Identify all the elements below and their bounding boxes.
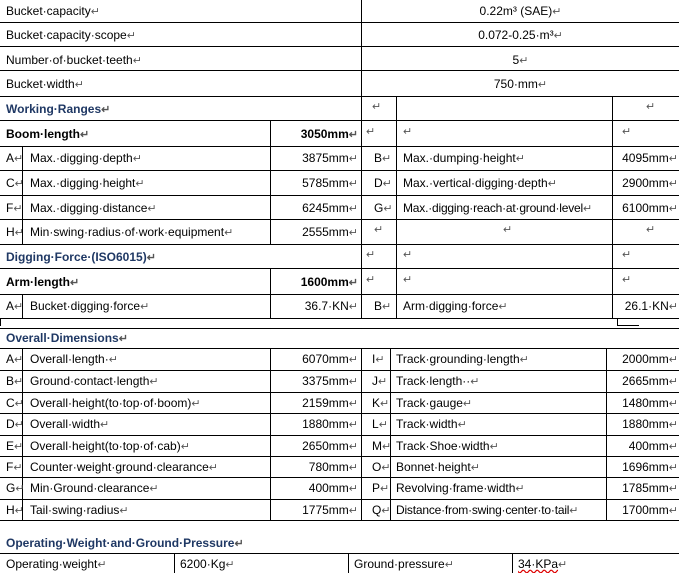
dim-value: 6070mm↵ bbox=[302, 352, 358, 366]
empty-cell-mark: ↵ bbox=[622, 126, 632, 138]
range-code-h: H↵ bbox=[6, 225, 24, 239]
dim-code: C↵ bbox=[6, 396, 24, 410]
dim-code: B↵ bbox=[6, 374, 24, 388]
force-code-b: B↵ bbox=[374, 299, 392, 313]
dim-code: L↵ bbox=[372, 417, 388, 431]
dim-code: M↵ bbox=[372, 439, 392, 453]
empty-cell-mark: ↵ bbox=[372, 101, 382, 113]
overall-dimensions-title: Overall·Dimensions↵ bbox=[6, 331, 128, 345]
empty-cell-mark: ↵ bbox=[374, 224, 384, 236]
dim-value: 1480mm↵ bbox=[622, 396, 678, 410]
dim-code: K↵ bbox=[372, 396, 390, 410]
range-code-g: G↵ bbox=[374, 201, 393, 215]
dim-value: 3375mm↵ bbox=[302, 374, 358, 388]
dim-code: D↵ bbox=[6, 417, 24, 431]
dim-code: O↵ bbox=[372, 460, 391, 474]
range-code-b: B↵ bbox=[374, 151, 392, 165]
dim-label: Overall·height(to·top·of·cab)↵ bbox=[30, 439, 190, 453]
range-value-c: 5785mm↵ bbox=[302, 176, 358, 190]
range-label-g: Max.·digging·reach·at·ground·level↵ bbox=[403, 201, 592, 215]
range-value-b: 4095mm↵ bbox=[622, 151, 678, 165]
dim-label: Revolving·frame·width↵ bbox=[396, 481, 525, 495]
table-break-mark bbox=[617, 318, 618, 326]
dim-code: A↵ bbox=[6, 352, 24, 366]
ground-pressure-label: Ground·pressure↵ bbox=[354, 557, 454, 571]
table-break-mark bbox=[0, 318, 1, 326]
empty-cell-mark: ↵ bbox=[622, 274, 632, 286]
dim-value: 1696mm↵ bbox=[622, 460, 678, 474]
dim-label: Min·Ground·clearance↵ bbox=[30, 481, 159, 495]
table-break-mark bbox=[617, 325, 639, 326]
dim-value: 400mm↵ bbox=[308, 481, 358, 495]
empty-cell-mark: ↵ bbox=[503, 224, 513, 236]
range-code-c: C↵ bbox=[6, 176, 24, 190]
operating-title: Operating·Weight·and·Ground·Pressure↵ bbox=[6, 536, 244, 550]
dim-label: Ground·contact·length↵ bbox=[30, 374, 159, 388]
bucket-teeth-value: 5↵ bbox=[512, 53, 529, 67]
empty-cell-mark: ↵ bbox=[366, 126, 376, 138]
bucket-capacity-label: Bucket·capacity↵ bbox=[6, 4, 100, 18]
range-label-d: Max.·vertical·digging·depth↵ bbox=[403, 176, 557, 190]
empty-cell-mark: ↵ bbox=[403, 274, 413, 286]
range-value-h: 2555mm↵ bbox=[302, 225, 358, 239]
dim-label: Track·width↵ bbox=[396, 417, 467, 431]
bucket-width-value: 750·mm↵ bbox=[493, 77, 548, 91]
boom-length-value: 3050mm↵ bbox=[300, 127, 358, 141]
dim-value: 2650mm↵ bbox=[302, 439, 358, 453]
empty-cell-mark: ↵ bbox=[622, 249, 632, 261]
bucket-teeth-label: Number·of·bucket·teeth↵ bbox=[6, 53, 142, 67]
range-value-f: 6245mm↵ bbox=[302, 201, 358, 215]
empty-cell-mark: ↵ bbox=[403, 249, 413, 261]
operating-weight-value: 6200·Kg↵ bbox=[180, 557, 235, 571]
bucket-digging-force-value: 36.7·KN↵ bbox=[304, 299, 358, 313]
dim-label: Track·gauge↵ bbox=[396, 396, 473, 410]
dim-label: Bonnet·height↵ bbox=[396, 460, 480, 474]
bucket-width-label: Bucket·width↵ bbox=[6, 77, 84, 91]
arm-length-value: 1600mm↵ bbox=[300, 275, 358, 289]
dim-value: 780mm↵ bbox=[308, 460, 358, 474]
dim-code: E↵ bbox=[6, 439, 24, 453]
empty-cell-mark: ↵ bbox=[403, 126, 413, 138]
range-label-b: Max.·dumping·height↵ bbox=[403, 151, 525, 165]
arm-digging-force-label: Arm·digging·force↵ bbox=[403, 299, 508, 313]
dim-code: I↵ bbox=[372, 352, 385, 366]
dim-value: 1785mm↵ bbox=[622, 481, 678, 495]
dim-label: Track·length··↵ bbox=[396, 374, 480, 388]
dim-label: Track·grounding·length↵ bbox=[396, 352, 529, 366]
boom-length-label: Boom·length↵ bbox=[6, 127, 90, 141]
dim-value: 1775mm↵ bbox=[302, 503, 358, 517]
operating-weight-label: Operating·weight↵ bbox=[6, 557, 107, 571]
dim-code: Q↵ bbox=[372, 503, 391, 517]
dim-value: 400mm↵ bbox=[628, 439, 678, 453]
dim-label: Overall·width↵ bbox=[30, 417, 110, 431]
dim-code: F↵ bbox=[6, 460, 23, 474]
empty-cell-mark: ↵ bbox=[366, 274, 376, 286]
range-label-h: Min·swing·radius·of·work·equipment↵ bbox=[30, 225, 234, 239]
dim-label: Counter·weight·ground·clearance↵ bbox=[30, 460, 218, 474]
range-code-f: F↵ bbox=[6, 201, 23, 215]
working-ranges-title: Working·Ranges↵ bbox=[6, 102, 111, 116]
ground-pressure-value: 34·KPa↵ bbox=[518, 557, 568, 571]
dim-value: 1700mm↵ bbox=[622, 503, 678, 517]
dim-value: 2665mm↵ bbox=[622, 374, 678, 388]
dim-code: G↵ bbox=[6, 481, 25, 495]
dim-label: Track·Shoe·width↵ bbox=[396, 439, 499, 453]
dim-code: J↵ bbox=[372, 374, 388, 388]
dim-label: Tail·swing·radius↵ bbox=[30, 503, 129, 517]
dim-label: Overall·height(to·top·of·boom)↵ bbox=[30, 396, 201, 410]
dim-code: P↵ bbox=[372, 481, 390, 495]
dim-value: 1880mm↵ bbox=[622, 417, 678, 431]
bucket-capacity-value: 0.22m³ (SAE)↵ bbox=[479, 4, 562, 18]
arm-length-label: Arm·length↵ bbox=[6, 275, 80, 289]
dim-label: Distance·from·swing·center·to·tail↵ bbox=[396, 503, 579, 517]
range-value-d: 2900mm↵ bbox=[622, 176, 678, 190]
digging-force-title: Digging·Force·(ISO6015)↵ bbox=[6, 250, 156, 264]
empty-cell-mark: ↵ bbox=[646, 224, 656, 236]
range-label-c: Max.·digging·height↵ bbox=[30, 176, 145, 190]
dim-value: 2159mm↵ bbox=[302, 396, 358, 410]
force-code-a: A↵ bbox=[6, 299, 24, 313]
dim-label: Overall·length·↵ bbox=[30, 352, 118, 366]
range-label-a: Max.·digging·depth↵ bbox=[30, 151, 142, 165]
range-label-f: Max.·digging·distance↵ bbox=[30, 201, 157, 215]
empty-cell-mark: ↵ bbox=[646, 101, 656, 113]
dim-value: 1880mm↵ bbox=[302, 417, 358, 431]
range-value-a: 3875mm↵ bbox=[302, 151, 358, 165]
empty-cell-mark: ↵ bbox=[366, 249, 376, 261]
bucket-scope-value: 0.072-0.25·m³↵ bbox=[478, 28, 563, 42]
arm-digging-force-value: 26.1·KN↵ bbox=[624, 299, 678, 313]
range-code-d: D↵ bbox=[374, 176, 392, 190]
bucket-scope-label: Bucket·capacity·scope↵ bbox=[6, 28, 136, 42]
dim-value: 2000mm↵ bbox=[622, 352, 678, 366]
range-value-g: 6100mm↵ bbox=[622, 201, 678, 215]
dim-code: H↵ bbox=[6, 503, 24, 517]
range-code-a: A↵ bbox=[6, 151, 24, 165]
bucket-digging-force-label: Bucket·digging·force↵ bbox=[30, 299, 150, 313]
